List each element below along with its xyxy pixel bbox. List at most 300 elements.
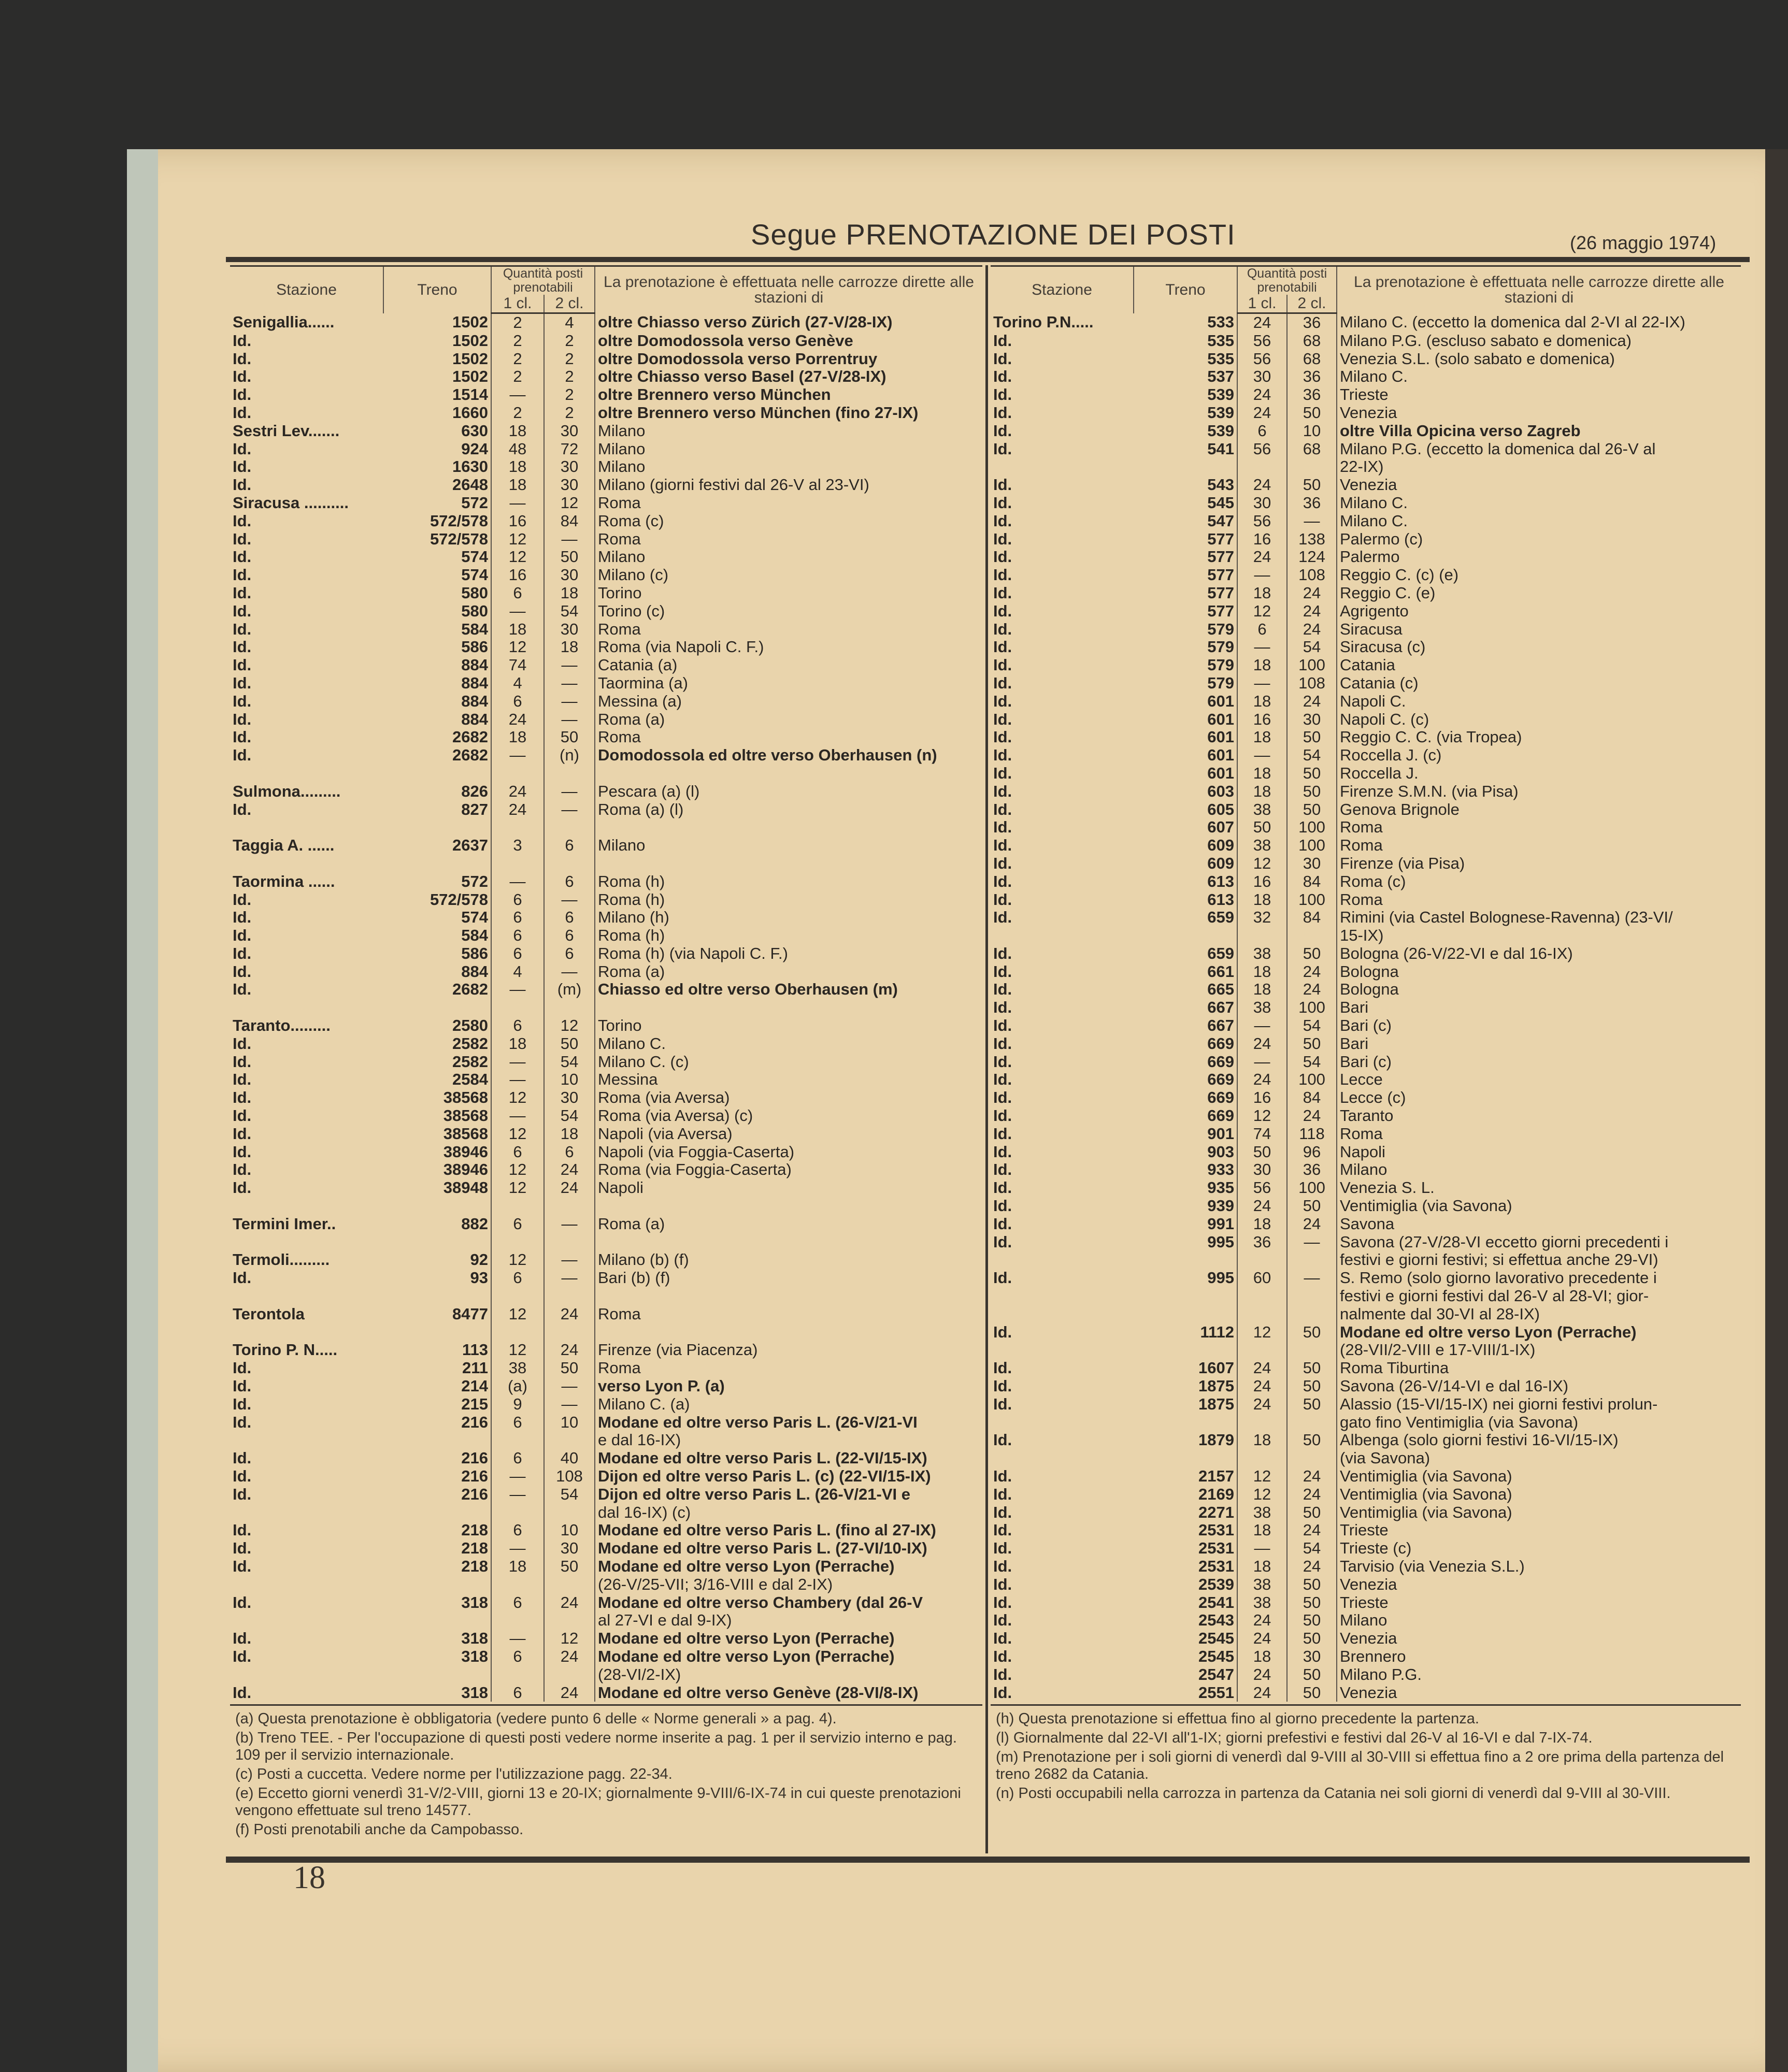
- class1-cell: 6: [491, 693, 544, 711]
- class1-cell: 6: [491, 1684, 544, 1702]
- train-cell: 318: [383, 1594, 491, 1612]
- class2-cell: 108: [1287, 674, 1337, 693]
- station-cell: Id.: [233, 1395, 252, 1413]
- table-row: [991, 494, 1741, 512]
- description-cell: Milano C. (a): [598, 1395, 690, 1413]
- class1-cell: 24: [1237, 1035, 1287, 1053]
- train-cell: 609: [1134, 837, 1237, 855]
- train-cell: 545: [1134, 494, 1237, 512]
- table-row: [991, 1341, 1741, 1359]
- station-cell: Id.: [993, 1593, 1012, 1611]
- class1-cell: 74: [1237, 1125, 1287, 1143]
- footnote: (n) Posti occupabili nella carrozza in partenza da Catania nei soli giorni di venerdì dal 9-VIII al 30-VIII.: [996, 1785, 1671, 1802]
- footnote: (m) Prenotazione per i soli giorni di venerdì dal 9-VIII al 30-VIII si effettua fino a 2 ore prima della partenza del treno 2682 da Catania.: [996, 1749, 1724, 1782]
- class1-cell: 6: [491, 891, 544, 909]
- class2-cell: —: [544, 711, 595, 729]
- class2-cell: 24: [1287, 1215, 1337, 1233]
- station-cell: Id.: [233, 1467, 252, 1485]
- table-row: [991, 1053, 1741, 1071]
- description-cell: 15-IX): [1340, 927, 1384, 945]
- train-cell: 669: [1134, 1089, 1237, 1107]
- class2-cell: 100: [1287, 1179, 1337, 1197]
- train-cell: 38568: [383, 1125, 491, 1143]
- train-cell: 924: [383, 440, 491, 458]
- station-cell: Id.: [233, 1593, 252, 1611]
- station-cell: [230, 855, 383, 873]
- description-cell: Milano: [598, 458, 646, 476]
- class1-cell: [1237, 1287, 1287, 1305]
- description-cell: Lecce (c): [1340, 1089, 1406, 1107]
- table-row: [991, 1107, 1741, 1125]
- train-cell: 2543: [1134, 1611, 1237, 1630]
- description-cell: Milano (h): [598, 909, 669, 927]
- class1-cell: 36: [1237, 1233, 1287, 1251]
- class2-cell: 36: [1287, 1161, 1337, 1179]
- table-row: [991, 999, 1741, 1017]
- table-row: [230, 476, 982, 494]
- class2-cell: 24: [1287, 602, 1337, 621]
- train-cell: 1502: [383, 313, 491, 332]
- description-cell: Messina (a): [598, 692, 682, 710]
- station-cell: [230, 1323, 383, 1342]
- class1-cell: 24: [1237, 404, 1287, 422]
- station-cell: Id.: [233, 1449, 252, 1467]
- station-cell: Siracusa ..........: [233, 494, 349, 512]
- table-row: [230, 728, 982, 746]
- table-row: [991, 332, 1741, 350]
- class1-cell: [491, 1504, 544, 1522]
- class1-cell: —: [491, 873, 544, 891]
- class1-cell: 6: [491, 909, 544, 927]
- class1-cell: 4: [491, 963, 544, 981]
- class1-cell: 50: [1237, 1143, 1287, 1161]
- description-cell: Roma (a): [598, 1215, 665, 1233]
- table-row: [991, 621, 1741, 639]
- class2-cell: —: [1287, 512, 1337, 530]
- description-cell: oltre Chiasso verso Zürich (27-V/28-IX): [598, 313, 893, 332]
- train-cell: [383, 818, 491, 837]
- class2-cell: 100: [1287, 656, 1337, 674]
- class2-cell: [544, 1233, 595, 1251]
- train-cell: 613: [1134, 891, 1237, 909]
- description-cell: Taranto: [1340, 1107, 1394, 1125]
- description-cell: Trieste: [1340, 386, 1389, 404]
- station-cell: Id.: [993, 332, 1012, 350]
- table-row: [230, 1504, 982, 1522]
- description-cell: al 27-VI e dal 9-IX): [598, 1611, 732, 1630]
- class1-cell: 74: [491, 656, 544, 674]
- description-cell: Napoli C.: [1340, 692, 1406, 710]
- station-cell: Id.: [993, 350, 1012, 368]
- train-cell: [383, 1323, 491, 1342]
- description-cell: Savona (27-V/28-VI eccetto giorni precedenti i: [1340, 1233, 1669, 1251]
- table-row: [230, 548, 982, 566]
- table-row: [991, 602, 1741, 621]
- class1-cell: 16: [1237, 1089, 1287, 1107]
- description-cell: Napoli: [598, 1179, 643, 1197]
- class1-cell: [491, 1431, 544, 1449]
- description-cell: Roma: [598, 1305, 641, 1323]
- table-row: [230, 440, 982, 458]
- table-row: [230, 945, 982, 963]
- description-cell: Roma: [1340, 1125, 1383, 1143]
- table-row: [991, 1197, 1741, 1215]
- class1-cell: 38: [1237, 999, 1287, 1017]
- station-cell: [230, 1611, 383, 1630]
- description-cell: Milano C.: [1340, 494, 1408, 512]
- station-cell: Id.: [233, 728, 252, 746]
- station-cell: [230, 1233, 383, 1251]
- class2-cell: 84: [544, 512, 595, 530]
- train-cell: 901: [1134, 1125, 1237, 1143]
- table-row: [991, 1269, 1741, 1287]
- train-cell: 38948: [383, 1179, 491, 1197]
- station-cell: Id.: [233, 638, 252, 656]
- class1-cell: 12: [1237, 1486, 1287, 1504]
- table-row: [991, 1395, 1741, 1414]
- class2-cell: 30: [544, 1089, 595, 1107]
- class1-cell: 9: [491, 1395, 544, 1414]
- station-cell: Id.: [993, 1017, 1012, 1035]
- class1-cell: 18: [1237, 693, 1287, 711]
- class1-cell: 38: [1237, 801, 1287, 819]
- left-table-body: [230, 313, 982, 1702]
- train-cell: 572/578: [383, 891, 491, 909]
- train-cell: 574: [383, 548, 491, 566]
- class1-cell: 24: [1237, 1071, 1287, 1089]
- class1-cell: —: [491, 1053, 544, 1071]
- station-cell: [230, 765, 383, 783]
- col-station-header: Stazione: [230, 266, 383, 313]
- table-row: [230, 1521, 982, 1539]
- station-cell: Id.: [993, 981, 1012, 999]
- class2-cell: 50: [1287, 1377, 1337, 1395]
- table-row: [991, 1521, 1741, 1539]
- description-cell: Lecce: [1340, 1071, 1383, 1089]
- class1-cell: 18: [491, 728, 544, 746]
- class1-cell: 18: [1237, 963, 1287, 981]
- description-cell: nalmente dal 30-VI al 28-IX): [1340, 1305, 1540, 1323]
- train-cell: 539: [1134, 404, 1237, 422]
- station-cell: Id.: [993, 800, 1012, 818]
- class2-cell: —: [544, 1215, 595, 1233]
- class1-cell: 6: [491, 1521, 544, 1539]
- class1-cell: —: [1237, 746, 1287, 765]
- class2-cell: (n): [544, 746, 595, 765]
- station-cell: Id.: [233, 512, 252, 530]
- class2-cell: 24: [544, 1684, 595, 1702]
- station-cell: [230, 818, 383, 837]
- train-cell: 537: [1134, 368, 1237, 386]
- station-cell: Id.: [233, 890, 252, 909]
- table-row: [991, 1179, 1741, 1197]
- train-cell: 605: [1134, 801, 1237, 819]
- class2-cell: —: [544, 1377, 595, 1395]
- station-cell: Id.: [233, 332, 252, 350]
- table-row: [230, 656, 982, 674]
- description-cell: Modane ed oltre verso Paris L. (27-VI/10-IX): [598, 1539, 927, 1558]
- description-cell: [595, 1233, 982, 1251]
- left-timetable: [230, 265, 982, 1702]
- station-cell: Id.: [233, 602, 252, 620]
- station-cell: Id.: [993, 962, 1012, 981]
- description-cell: Bologna: [1340, 981, 1399, 999]
- class1-cell: [491, 765, 544, 783]
- train-cell: 2531: [1134, 1521, 1237, 1539]
- station-cell: Id.: [233, 1053, 252, 1071]
- class2-cell: 2: [544, 350, 595, 368]
- station-cell: [991, 927, 1134, 945]
- description-cell: Modane ed oltre verso Lyon (Perrache): [598, 1557, 895, 1575]
- table-row: [230, 1215, 982, 1233]
- train-cell: 2531: [1134, 1539, 1237, 1558]
- right-table-body: [991, 313, 1741, 1702]
- table-row: [991, 981, 1741, 999]
- description-cell: Trieste: [1340, 1521, 1389, 1539]
- station-cell: [991, 1251, 1134, 1269]
- class2-cell: 24: [544, 1648, 595, 1666]
- train-cell: 584: [383, 927, 491, 945]
- class1-cell: 4: [491, 674, 544, 693]
- class1-cell: —: [491, 1630, 544, 1648]
- station-cell: Id.: [233, 1143, 252, 1161]
- class1-cell: 18: [1237, 584, 1287, 602]
- train-cell: 884: [383, 674, 491, 693]
- class2-cell: 100: [1287, 891, 1337, 909]
- train-cell: 1607: [1134, 1359, 1237, 1377]
- class2-cell: [544, 855, 595, 873]
- class1-cell: 2: [491, 368, 544, 386]
- class1-cell: 18: [1237, 656, 1287, 674]
- station-cell: Id.: [233, 620, 252, 638]
- class2-cell: 6: [544, 945, 595, 963]
- description-cell: Ventimiglia (via Savona): [1340, 1503, 1512, 1521]
- description-cell: Roma (c): [1340, 872, 1406, 890]
- class1-cell: 24: [1237, 313, 1287, 332]
- class2-cell: 72: [544, 440, 595, 458]
- table-row: [991, 368, 1741, 386]
- description-cell: Palermo: [1340, 548, 1400, 566]
- class2-cell: 50: [1287, 1576, 1337, 1594]
- class1-cell: 12: [491, 1161, 544, 1179]
- station-cell: Id.: [993, 1179, 1012, 1197]
- description-cell: oltre Domodossola verso Genève: [598, 332, 853, 350]
- train-cell: 669: [1134, 1053, 1237, 1071]
- train-cell: 884: [383, 963, 491, 981]
- description-cell: Milano: [1340, 1611, 1388, 1630]
- station-cell: Id.: [993, 1215, 1012, 1233]
- station-cell: Id.: [233, 1485, 252, 1503]
- description-cell: Milano (giorni festivi dal 26-V al 23-VI): [598, 476, 869, 494]
- class2-cell: [544, 1197, 595, 1215]
- station-cell: Id.: [993, 1630, 1012, 1648]
- class2-cell: 54: [1287, 1053, 1337, 1071]
- station-cell: Id.: [233, 386, 252, 404]
- class2-cell: 50: [1287, 728, 1337, 746]
- station-cell: [230, 1197, 383, 1215]
- description-cell: (28-VII/2-VIII e 17-VIII/1-IX): [1340, 1341, 1536, 1359]
- train-cell: 574: [383, 909, 491, 927]
- description-cell: Napoli (via Foggia-Caserta): [598, 1143, 795, 1161]
- class1-cell: —: [491, 746, 544, 765]
- table-row: [991, 746, 1741, 765]
- station-cell: Id.: [233, 530, 252, 548]
- train-cell: 2584: [383, 1071, 491, 1089]
- class1-cell: 56: [1237, 350, 1287, 368]
- train-cell: 2545: [1134, 1648, 1237, 1666]
- description-cell: Venezia: [1340, 476, 1397, 494]
- train-cell: 577: [1134, 566, 1237, 584]
- table-row: [991, 1576, 1741, 1594]
- train-cell: 215: [383, 1395, 491, 1414]
- train-cell: 579: [1134, 638, 1237, 656]
- station-cell: Termoli.........: [233, 1251, 330, 1269]
- train-cell: 884: [383, 711, 491, 729]
- station-cell: Id.: [233, 944, 252, 962]
- station-cell: [230, 1666, 383, 1684]
- station-cell: Id.: [993, 1125, 1012, 1143]
- train-cell: 586: [383, 945, 491, 963]
- class1-cell: —: [491, 981, 544, 999]
- train-cell: [383, 765, 491, 783]
- class2-cell: 124: [1287, 548, 1337, 566]
- table-row: [991, 855, 1741, 873]
- train-cell: 659: [1134, 909, 1237, 927]
- class1-cell: —: [491, 1539, 544, 1558]
- class2-cell: 50: [1287, 1594, 1337, 1612]
- page-title: Segue PRENOTAZIONE DEI POSTI: [751, 218, 1236, 251]
- station-cell: Id.: [233, 404, 252, 422]
- description-cell: Milano: [598, 548, 646, 566]
- table-row: [230, 386, 982, 404]
- col-description-header: La prenotazione è effettuata nelle carrozze dirette alle stazioni di: [1337, 266, 1741, 313]
- description-cell: Bari (c): [1340, 1017, 1392, 1035]
- description-cell: Modane ed oltre verso Chambery (dal 26-V: [598, 1593, 923, 1611]
- train-cell: [383, 1431, 491, 1449]
- train-cell: 2531: [1134, 1558, 1237, 1576]
- table-row: [991, 891, 1741, 909]
- train-cell: 211: [383, 1359, 491, 1377]
- class2-cell: 30: [1287, 1648, 1337, 1666]
- description-cell: Roma: [1340, 890, 1383, 909]
- class2-cell: 50: [1287, 404, 1337, 422]
- train-cell: 584: [383, 621, 491, 639]
- description-cell: Siracusa (c): [1340, 638, 1426, 656]
- col-description-header: La prenotazione è effettuata nelle carrozze dirette alle stazioni di: [595, 266, 982, 313]
- table-row: [230, 1233, 982, 1251]
- class1-cell: 32: [1237, 909, 1287, 927]
- table-row: [991, 1323, 1741, 1342]
- table-row: [230, 873, 982, 891]
- class1-cell: 18: [1237, 1521, 1287, 1539]
- class2-cell: 24: [1287, 981, 1337, 999]
- table-row: [230, 1017, 982, 1035]
- table-row: [230, 621, 982, 639]
- class2-cell: 12: [544, 1630, 595, 1648]
- table-row: [991, 1611, 1741, 1630]
- class2-cell: 30: [544, 422, 595, 440]
- description-cell: Ventimiglia (via Savona): [1340, 1485, 1512, 1503]
- table-row: [991, 1467, 1741, 1486]
- class2-cell: 24: [1287, 1521, 1337, 1539]
- train-cell: 579: [1134, 621, 1237, 639]
- table-row: [230, 1666, 982, 1684]
- description-cell: oltre Chiasso verso Basel (27-V/28-IX): [598, 368, 886, 386]
- class2-cell: 24: [1287, 1107, 1337, 1125]
- table-row: [230, 566, 982, 584]
- station-cell: Id.: [993, 1647, 1012, 1665]
- description-cell: Savona (26-V/14-VI e dal 16-IX): [1340, 1377, 1569, 1395]
- description-cell: Bologna (26-V/22-VI e dal 16-IX): [1340, 944, 1573, 962]
- train-cell: 572/578: [383, 530, 491, 549]
- train-cell: 1514: [383, 386, 491, 404]
- class2-cell: 24: [544, 1594, 595, 1612]
- train-cell: 601: [1134, 765, 1237, 783]
- description-cell: Agrigento: [1340, 602, 1409, 620]
- table-row: [230, 494, 982, 512]
- train-cell: 2541: [1134, 1594, 1237, 1612]
- class1-cell: 38: [1237, 1576, 1287, 1594]
- train-cell: 38946: [383, 1161, 491, 1179]
- train-cell: 601: [1134, 711, 1237, 729]
- station-cell: Id.: [233, 350, 252, 368]
- description-cell: Modane ed oltre verso Paris L. (26-V/21-VI: [598, 1413, 918, 1431]
- train-cell: 882: [383, 1215, 491, 1233]
- station-cell: Id.: [993, 1359, 1012, 1377]
- description-cell: Roma: [598, 494, 641, 512]
- train-cell: 218: [383, 1539, 491, 1558]
- col-station-header: Stazione: [991, 266, 1134, 313]
- station-cell: Id.: [233, 566, 252, 584]
- description-cell: Palermo (c): [1340, 530, 1423, 548]
- table-row: [230, 818, 982, 837]
- class2-cell: 2: [544, 386, 595, 404]
- table-row: [230, 1323, 982, 1342]
- train-cell: 601: [1134, 746, 1237, 765]
- table-row: [991, 801, 1741, 819]
- train-cell: 216: [383, 1449, 491, 1467]
- table-row: [991, 313, 1741, 332]
- table-row: [991, 1035, 1741, 1053]
- class2-cell: 68: [1287, 440, 1337, 458]
- table-row: [991, 693, 1741, 711]
- class2-cell: 108: [544, 1467, 595, 1486]
- train-cell: 884: [383, 693, 491, 711]
- class1-cell: 18: [491, 1558, 544, 1576]
- class1-cell: 18: [1237, 1648, 1287, 1666]
- station-cell: Id.: [233, 1034, 252, 1053]
- class1-cell: 18: [1237, 728, 1287, 746]
- table-row: [230, 1035, 982, 1053]
- table-row: [230, 1125, 982, 1143]
- bottom-rule: [226, 1857, 1750, 1863]
- train-cell: 603: [1134, 783, 1237, 801]
- table-row: [991, 1233, 1741, 1251]
- description-cell: Reggio C. (c) (e): [1340, 566, 1459, 584]
- description-cell: Milano P.G. (eccetto la domenica dal 26-V al: [1340, 440, 1656, 458]
- table-row: [230, 1377, 982, 1395]
- table-row: [991, 440, 1741, 458]
- class1-cell: 16: [1237, 530, 1287, 549]
- table-row: [230, 783, 982, 801]
- class2-cell: —: [544, 674, 595, 693]
- description-cell: Rimini (via Castel Bolognese-Ravenna) (23-VI/: [1340, 909, 1673, 927]
- description-cell: Roma (a): [598, 710, 665, 728]
- class1-cell: 24: [1237, 386, 1287, 404]
- table-row: [991, 1539, 1741, 1558]
- table-row: [991, 927, 1741, 945]
- class1-cell: 48: [491, 440, 544, 458]
